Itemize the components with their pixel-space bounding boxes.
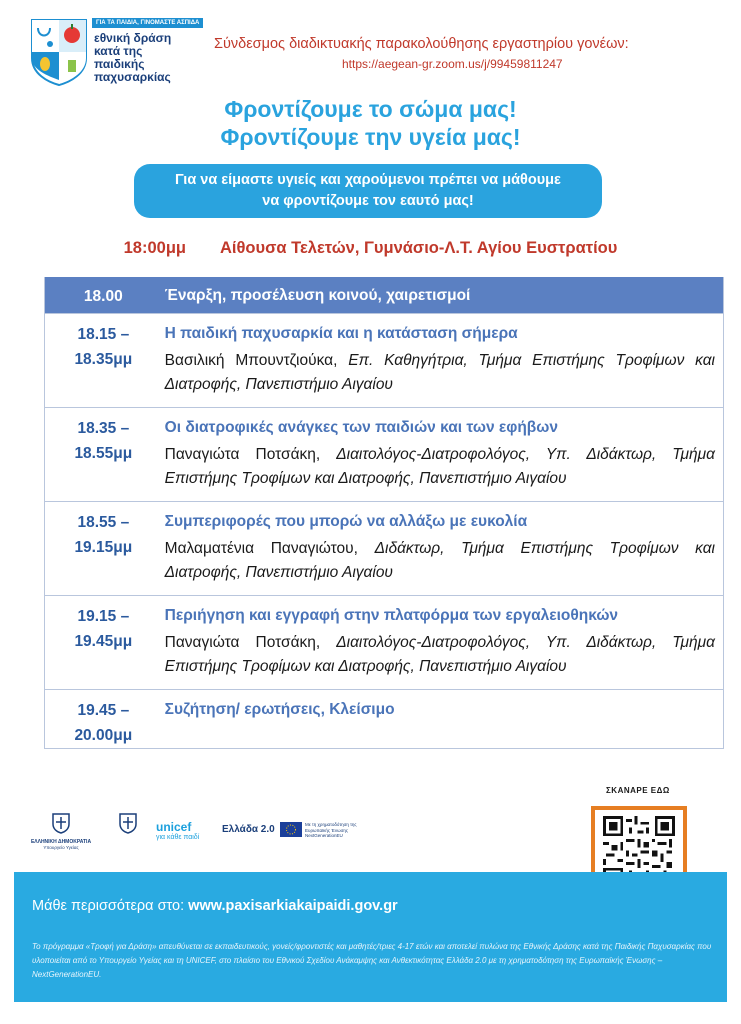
unicef-wordmark: unicef [156,820,192,834]
shield-logo-icon [30,18,88,86]
program-row [45,313,723,407]
time-end: 18.55μμ [74,445,133,462]
time-end: 19.15μμ [74,539,133,556]
speaker-affiliation: Διαιτολόγος-Διατροφολόγος, Υπ. Διδάκτωρ, Τμήμα Επιστήμης Τροφίμων και Διατροφής, Πανεπιστήμιο Αιγαίου [164,446,715,487]
header-title: Έναρξη, προσέλευση κοινού, χαιρετισμοί [164,287,471,304]
program-row [45,689,723,748]
session-title: Συζήτηση/ ερωτήσεις, Κλείσιμο [164,701,395,718]
ministry-logo [108,812,148,839]
speaker-name: Μαλαματένια Παναγιώτου, [164,540,358,557]
header-time: 18.00 [83,288,123,305]
logo-line: κατά της [94,44,143,58]
gov-ministry: Υπουργείο Υγείας [43,845,79,850]
logo-tagline: ΓΙΑ ΤΑ ΠΑΙΔΙΑ, ΓΙΝΟΜΑΣΤΕ ΑΣΠΙΔΑ [92,18,203,28]
session-title: Συμπεριφορές που μπορώ να αλλάξω με ευκολία [164,513,528,530]
time-end: 20.00μμ [74,727,133,744]
eu-funding-text: Με τη χρηματοδότηση της Ευρωπαϊκής Ένωσης [305,822,357,833]
eu-flag-icon [280,822,302,837]
session-speaker [165,349,715,397]
logo-line: εθνική δράση [94,31,172,45]
speaker-name: Παναγιώτα Ποτσάκη, [164,634,321,651]
speaker-affiliation: Διαιτολόγος-Διατροφολόγος, Υπ. Διδάκτωρ, Τμήμα Επιστήμης Τροφίμων και Διατροφής, Πανεπιστήμιο Αιγαίου [164,634,715,675]
subheadline-line-2: να φροντίζουμε τον εαυτό μας! [262,193,474,209]
session-speaker [165,443,715,491]
logo-line: παχυσαρκίας [94,70,171,84]
headline-line-1: Φροντίζουμε το σώμα μας! [224,96,517,122]
scan-label: ΣΚΑΝΑΡΕ ΕΔΩ [606,786,670,795]
session-title: Περιήγηση και εγγραφή στην πλατφόρμα των εργαλειοθηκών [164,607,619,624]
zoom-link[interactable]: https://aegean-gr.zoom.us/j/99459811247 [342,57,563,71]
session-speaker [165,631,715,679]
program-header-row [45,277,723,313]
time-end: 18.35μμ [74,351,133,368]
logo-line: παιδικής [94,57,145,71]
coat-of-arms-icon [51,812,71,834]
eu-ngeu-text: NextGenerationEU [305,833,343,838]
speaker-name: Βασιλική Μπουντζιούκα, [164,352,338,369]
program-row [45,595,723,689]
coat-of-arms-icon [118,812,138,834]
footer-fine-print: Το πρόγραμμα «Τροφή για Δράση» απευθύνεται σε εκπαιδευτικούς, γονείς/φροντιστές και μαθητές/τριες 4-17 ετών και αποτελεί πυλώνα της Εθνικής Δράσης κατά της Παιδικής Παχυσαρκίας που υλοποιείται από το Υπουργείο Υγείας και τη UNICEF, στο πλαίσιο του Εθνικού Σχεδίου Ανάκαμψης και Ανθεκτικότητας Ελλάδα 2.0 με τη χρηματοδότηση της Ευρωπαϊκής Ένωσης – NextGenerationEU. [32,942,712,979]
time-start: 18.15 – [77,326,130,343]
event-venue: Αίθουσα Τελετών, Γυμνάσιο-Λ.Τ. Αγίου Ευστρατίου [220,239,618,257]
subheadline-banner [134,164,602,218]
speaker-affiliation: Επ. Καθηγήτρια, Τμήμα Επιστήμης Τροφίμων και Διατροφής, Πανεπιστήμιο Αιγαίου [164,352,715,393]
row-time [45,502,162,595]
event-details [0,239,741,258]
time-start: 19.45 – [77,702,130,719]
partner-logos [30,812,370,852]
logo-wordmark [94,32,171,84]
speaker-affiliation: Διδάκτωρ, Τμήμα Επιστήμης Τροφίμων και Διατροφής, Πανεπιστήμιο Αιγαίου [164,540,715,581]
gov-label: ΕΛΛΗΝΙΚΗ ΔΗΜΟΚΡΑΤΙΑ [30,839,92,845]
eu-logo [280,822,372,838]
speaker-name: Παναγιώτα Ποτσάκη, [164,446,321,463]
time-start: 18.35 – [77,420,130,437]
session-speaker [165,537,715,585]
subheadline-line-1: Για να είμαστε υγιείς και χαρούμενοι πρέπει να μάθουμε [175,172,561,188]
unicef-logo [156,820,212,841]
footer-banner [14,872,727,1002]
program-row [45,407,723,501]
hellenic-republic-logo [30,812,92,850]
unicef-tagline: για κάθε παιδί [156,834,200,841]
time-start: 19.15 – [77,608,130,625]
campaign-logo [30,18,200,88]
row-time [45,690,162,748]
learn-more-label: Μάθε περισσότερα στο: [32,898,185,914]
website-link[interactable]: www.paxisarkiakaipaidi.gov.gr [188,898,398,914]
row-time [45,408,162,501]
greece20-logo: Ελλάδα 2.0 [222,824,275,835]
time-start: 18.55 – [77,514,130,531]
session-title: Οι διατροφικές ανάγκες των παιδιών και των εφήβων [164,419,558,436]
event-time: 18:00μμ [123,239,187,257]
session-title: Η παιδική παχυσαρκία και η κατάσταση σήμερα [164,325,518,342]
headline-line-2: Φροντίζουμε την υγεία μας! [220,124,521,150]
time-end: 19.45μμ [74,633,133,650]
zoom-heading: Σύνδεσμος διαδικτυακής παρακολούθησης εργαστηρίου γονέων: [214,36,629,52]
row-time [45,314,162,407]
program-row [45,501,723,595]
program-table [44,277,724,749]
learn-more [32,898,398,914]
row-time [45,596,162,689]
